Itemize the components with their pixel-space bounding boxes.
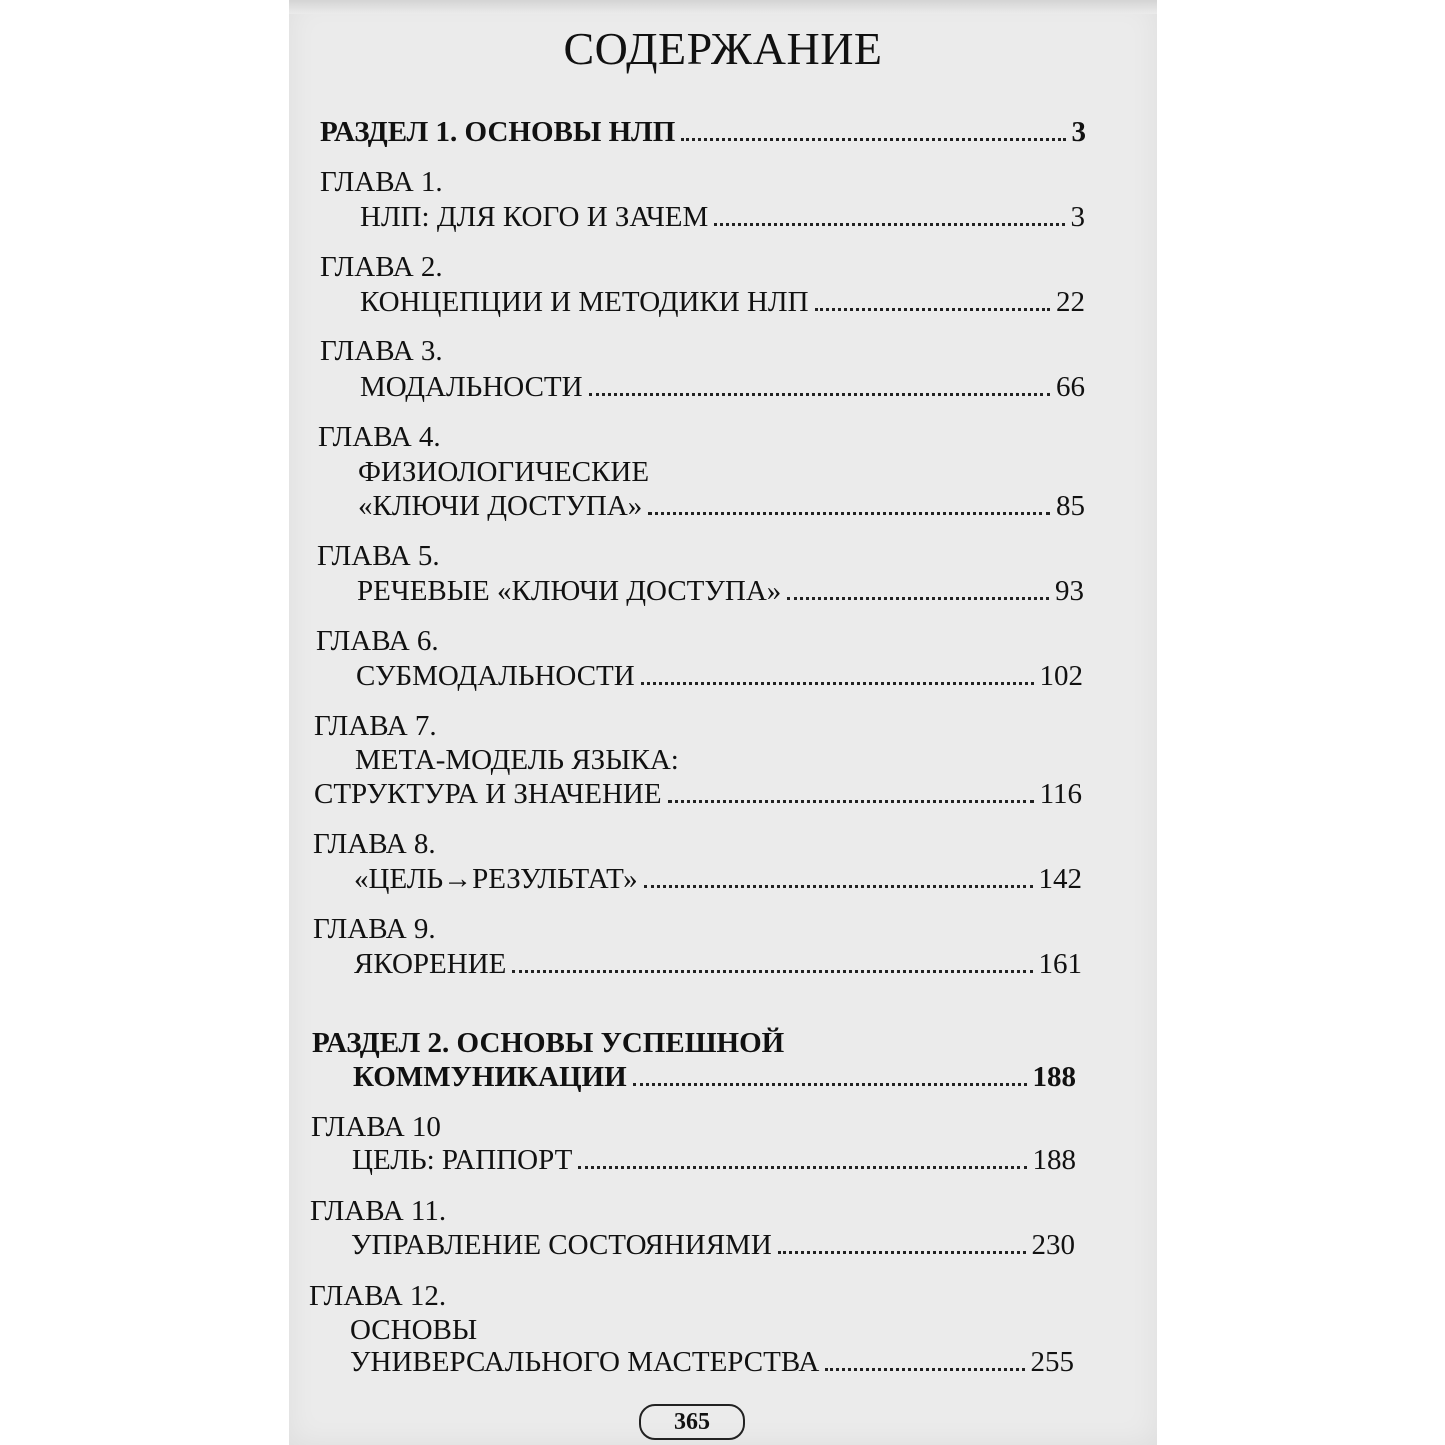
folio-page-number: 365 xyxy=(639,1404,745,1440)
page-number: 66 xyxy=(1056,371,1085,403)
dot-leader xyxy=(633,1083,1027,1086)
dot-leader xyxy=(825,1368,1024,1371)
dot-leader xyxy=(787,597,1049,600)
chapter-title: СУБМОДАЛЬНОСТИ xyxy=(356,660,635,692)
dot-leader xyxy=(668,800,1034,803)
chapter-heading: ГЛАВА 11. xyxy=(310,1195,447,1227)
chapter-title: «ЦЕЛЬ→РЕЗУЛЬТАТ» xyxy=(354,863,638,895)
page-number: 161 xyxy=(1038,948,1082,980)
chapter-heading: ГЛАВА 2. xyxy=(320,251,443,283)
chapter-title: МОДАЛЬНОСТИ xyxy=(360,371,583,403)
page-number: 230 xyxy=(1031,1229,1075,1261)
dot-leader xyxy=(648,512,1050,515)
dot-leader xyxy=(778,1251,1026,1254)
toc-chapter-4 xyxy=(358,489,1085,523)
page-number: 188 xyxy=(1032,1144,1076,1176)
section-label-line1: РАЗДЕЛ 2. ОСНОВЫ УСПЕШНОЙ xyxy=(312,1027,785,1059)
chapter-heading: ГЛАВА 5. xyxy=(317,540,440,572)
toc-chapter-9 xyxy=(354,947,1082,981)
page-number: 93 xyxy=(1055,575,1084,607)
page-number: 116 xyxy=(1039,778,1082,810)
dot-leader xyxy=(589,393,1050,396)
page-number: 255 xyxy=(1030,1346,1074,1378)
chapter-heading: ГЛАВА 12. xyxy=(309,1280,447,1312)
page-number: 188 xyxy=(1032,1061,1076,1093)
chapter-title: ЦЕЛЬ: РАППОРТ xyxy=(352,1144,573,1176)
chapter-title: СТРУКТУРА И ЗНАЧЕНИЕ xyxy=(314,778,662,810)
toc-chapter-10 xyxy=(352,1143,1076,1177)
toc-section-2 xyxy=(353,1060,1076,1094)
chapter-title: УНИВЕРСАЛЬНОГО МАСТЕРСТВА xyxy=(350,1346,820,1378)
chapter-title: НЛП: ДЛЯ КОГО И ЗАЧЕМ xyxy=(360,201,709,233)
chapter-title: КОНЦЕПЦИИ И МЕТОДИКИ НЛП xyxy=(360,286,809,318)
section-label: РАЗДЕЛ 1. ОСНОВЫ НЛП xyxy=(320,116,676,148)
chapter-heading: ГЛАВА 3. xyxy=(320,335,443,367)
chapter-title: «КЛЮЧИ ДОСТУПА» xyxy=(358,490,643,522)
chapter-heading: ГЛАВА 6. xyxy=(316,625,439,657)
page-number: 102 xyxy=(1039,660,1083,692)
book-page xyxy=(289,0,1157,1445)
chapter-title-line1: ФИЗИОЛОГИЧЕСКИЕ xyxy=(358,456,650,488)
dot-leader xyxy=(512,970,1032,973)
toc-chapter-1 xyxy=(360,200,1085,234)
page-title: СОДЕРЖАНИЕ xyxy=(563,23,883,74)
toc-chapter-7 xyxy=(314,777,1082,811)
chapter-heading: ГЛАВА 8. xyxy=(313,828,436,860)
dot-leader xyxy=(815,308,1050,311)
chapter-heading: ГЛАВА 9. xyxy=(313,913,436,945)
toc-chapter-2 xyxy=(360,285,1085,319)
chapter-heading: ГЛАВА 1. xyxy=(320,166,443,198)
chapter-title: ЯКОРЕНИЕ xyxy=(354,948,507,980)
dot-leader xyxy=(681,138,1065,141)
toc-chapter-12 xyxy=(350,1345,1074,1379)
section-label: КОММУНИКАЦИИ xyxy=(353,1061,627,1093)
chapter-heading: ГЛАВА 7. xyxy=(314,710,437,742)
dot-leader xyxy=(578,1166,1026,1169)
toc-chapter-8 xyxy=(354,862,1082,896)
page-number: 3 xyxy=(1071,116,1086,148)
chapter-heading: ГЛАВА 10 xyxy=(311,1111,441,1143)
page-top-bleed xyxy=(289,0,1157,14)
dot-leader xyxy=(641,682,1034,685)
page-number: 85 xyxy=(1056,490,1085,522)
page-number: 22 xyxy=(1056,286,1085,318)
page-number: 142 xyxy=(1038,863,1082,895)
chapter-title: РЕЧЕВЫЕ «КЛЮЧИ ДОСТУПА» xyxy=(357,575,782,607)
toc-chapter-6 xyxy=(356,659,1083,693)
toc-chapter-5 xyxy=(357,574,1084,608)
chapter-title: УПРАВЛЕНИЕ СОСТОЯНИЯМИ xyxy=(351,1229,772,1261)
page-number: 3 xyxy=(1070,201,1085,233)
toc-chapter-3 xyxy=(360,370,1085,404)
toc-section-1 xyxy=(320,115,1086,149)
dot-leader xyxy=(644,885,1033,888)
chapter-title-line1: МЕТА-МОДЕЛЬ ЯЗЫКА: xyxy=(355,744,679,776)
toc-chapter-11 xyxy=(351,1228,1075,1262)
chapter-title-line1: ОСНОВЫ xyxy=(350,1314,478,1346)
dot-leader xyxy=(714,223,1064,226)
chapter-heading: ГЛАВА 4. xyxy=(318,421,441,453)
